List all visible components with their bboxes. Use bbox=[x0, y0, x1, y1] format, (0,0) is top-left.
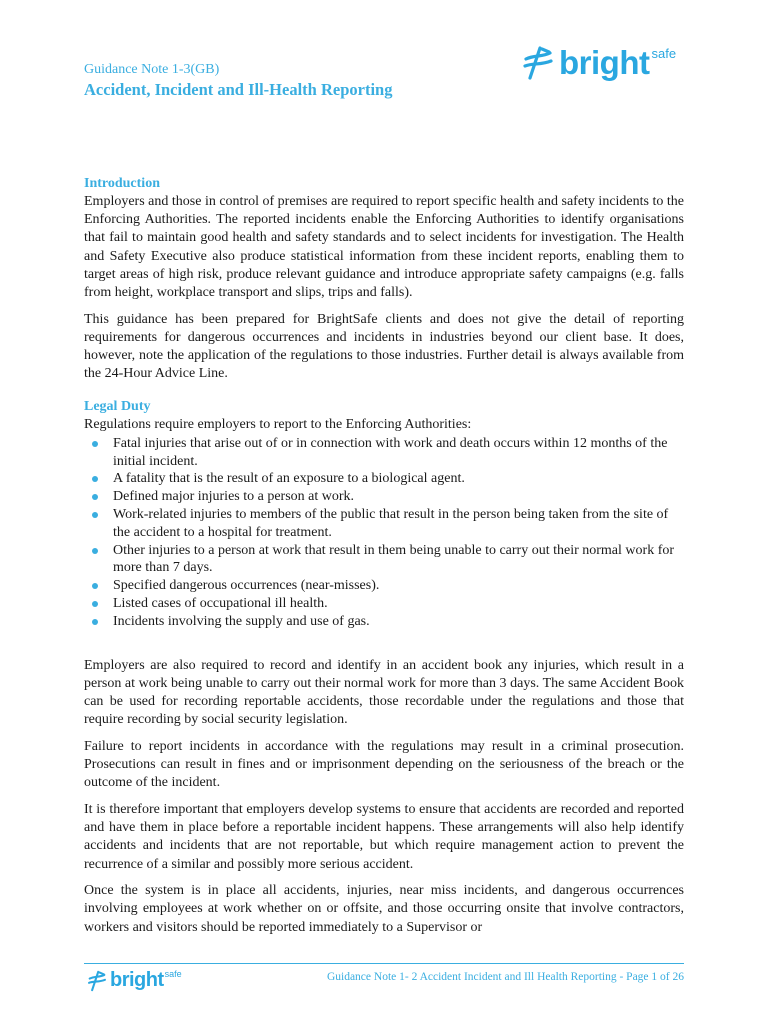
logo-superscript: safe bbox=[651, 46, 677, 61]
bullet-icon bbox=[92, 583, 98, 589]
footer-logo-superscript: safe bbox=[164, 969, 182, 979]
introduction-heading: Introduction bbox=[84, 176, 160, 191]
bullet-icon bbox=[92, 494, 98, 500]
footer-logo-word: bright bbox=[110, 969, 164, 991]
list-item: A fatality that is the result of an exposure to a biological agent. bbox=[84, 470, 684, 488]
list-item: Work-related injuries to members of the public that result in the person being taken from the site of the accident to a hospital for treatment. bbox=[84, 506, 684, 542]
list-item: Listed cases of occupational ill health. bbox=[84, 595, 684, 613]
brightsafe-spark-icon bbox=[86, 970, 108, 992]
systems-paragraph: It is therefore important that employers develop systems to ensure that accidents are recorded and reported and have them in place before a reportable incident happens. These arrangements will also help identify accidents and incidents that are not reportable, but which require management action to prevent the recurrence of a similar and possibly more serious accident. bbox=[84, 801, 684, 872]
intro-paragraph-2: This guidance has been prepared for BrightSafe clients and does not give the detail of reporting requirements for dangerous occurrences and incidents in industries beyond our client base. It does, however, note the application of the regulations to those industries. Further detail is always available from the 24-Hour Advice Line. bbox=[84, 311, 684, 382]
footer-page-info: Guidance Note 1- 2 Accident Incident and Ill Health Reporting - Page 1 of 26 bbox=[326, 971, 684, 983]
list-item: Defined major injuries to a person at work. bbox=[84, 488, 684, 506]
document-body bbox=[84, 175, 684, 945]
bullet-icon bbox=[92, 441, 98, 447]
logo-word: bright bbox=[559, 44, 650, 81]
legal-duty-intro: Regulations require employers to report to the Enforcing Authorities: bbox=[84, 416, 472, 432]
guidance-note-label: Guidance Note 1-3(GB) bbox=[84, 62, 220, 77]
list-item: Incidents involving the supply and use of gas. bbox=[84, 613, 684, 631]
list-item: Other injuries to a person at work that result in them being unable to carry out their normal work for more than 7 days. bbox=[84, 542, 684, 578]
document-title: Accident, Incident and Ill-Health Reporting bbox=[84, 80, 393, 99]
bullet-icon bbox=[92, 512, 98, 518]
list-item: Fatal injuries that arise out of or in connection with work and death occurs within 12 months of the initial incident. bbox=[84, 435, 684, 471]
brightsafe-logo bbox=[520, 44, 676, 82]
legal-duty-list bbox=[84, 435, 684, 631]
page-footer bbox=[84, 963, 684, 1004]
bullet-icon bbox=[92, 548, 98, 554]
footer-brightsafe-logo bbox=[86, 969, 182, 992]
bullet-icon bbox=[92, 619, 98, 625]
brightsafe-spark-icon bbox=[520, 45, 556, 81]
list-item: Specified dangerous occurrences (near-misses). bbox=[84, 577, 684, 595]
legal-duty-heading: Legal Duty bbox=[84, 398, 151, 414]
bullet-icon bbox=[92, 601, 98, 607]
failure-to-report-paragraph: Failure to report incidents in accordance with the regulations may result in a criminal prosecution. Prosecutions can result in fines and or imprisonment depending on the seriousness of the breach or the outcome of the incident. bbox=[84, 738, 684, 791]
bullet-icon bbox=[92, 476, 98, 482]
reporting-system-paragraph: Once the system is in place all accidents, injuries, near miss incidents, and dangerous occurrences involving employees at work whether on or offsite, and those occurring onsite that involve contractors, workers and visitors should be reported immediately to a Supervisor or bbox=[84, 883, 684, 935]
document-header bbox=[84, 0, 684, 110]
intro-paragraph-1: Employers and those in control of premises are required to report specific health and safety incidents to the Enforcing Authorities. The reported incidents enable the Enforcing Authorities to identify organisations that fail to maintain good health and safety standards and to select incidents for investigation. The Health and Safety Executive also produce statistical information from these incident reports, enabling them to target areas of high risk, produce relevant guidance and introduce appropriate safety campaigns (e.g. falls from height, workplace transport and slips, trips and falls). bbox=[84, 194, 684, 301]
accident-book-paragraph: Employers are also required to record and identify in an accident book any injuries, which result in a person at work being unable to carry out their normal work for more than 3 days. The same Accident Book can be used for recording reportable accidents, those recordable under the regulations and those that require recording by social security legislation. bbox=[84, 657, 684, 728]
